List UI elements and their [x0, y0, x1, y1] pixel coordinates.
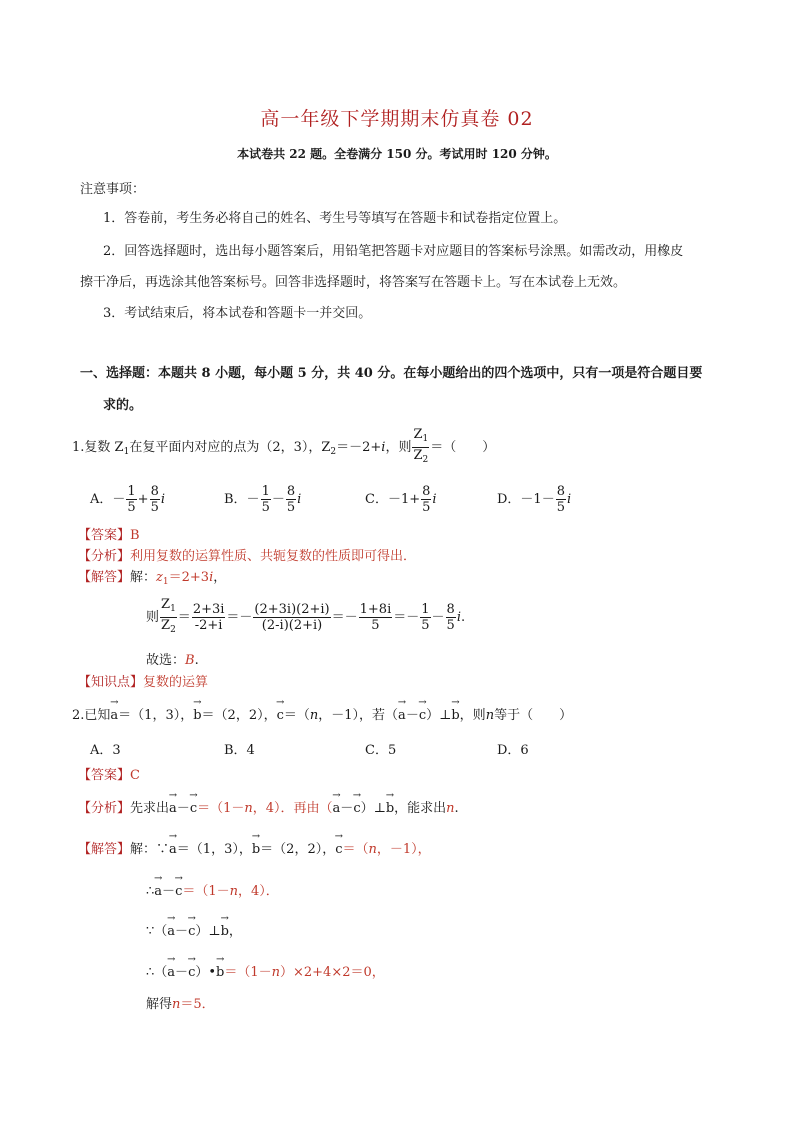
q2-answer: 【答案】C: [78, 768, 140, 783]
q1-option-b: B．－ $\frac{1}{5}$ － $\frac{8}{5}$ i: [224, 484, 302, 515]
page-title: 高一年级下学期期末仿真卷 02: [260, 108, 534, 130]
q2-stem: 2.已知→ a＝（1，3），→ b＝（2，2），→ c＝（n，－1），若（→ a－→ c）⊥→ b，则n等于（ ）: [72, 704, 572, 723]
notes-heading: 注意事项：: [80, 182, 146, 197]
section-heading: 一、选择题：本题共 8 小题，每小题 5 分，共 40 分。在每小题给出的四个选项中，只有一项是符合题目要: [80, 366, 703, 381]
q2-solution-line-3: ∵（→ a－→ c）⊥→ b，: [146, 920, 242, 939]
q2-option-a: A．3: [90, 743, 121, 758]
q1-solution-lead: 【解答】解：$z_1=2+3i$，: [78, 570, 227, 587]
q1-solution-equation: 则 $\frac{Z_1}{Z_2}$ ＝ $\frac{2+3i}{-2+i}$ ＝－ $\frac{(2+3i)(2+i)}{(2-i)(2+i)}$ ＝－ $\frac{1+8i}{5}$ ＝－ $\frac{1}{5}$ － $\frac{8}{5}$ i.: [146, 597, 466, 635]
q1-analysis: 【分析】利用复数的运算性质、共轭复数的性质即可得出．: [78, 549, 417, 564]
q2-solution-line-1: 【解答】解：∵→ a＝（1，3），→ b＝（2，2），→ c＝（n，－1），: [78, 838, 431, 857]
section-heading-cont: 求的。: [103, 398, 143, 413]
note-item: 2．回答选择题时，选出每小题答案后，用铅笔把答题卡对应题目的答案标号涂黑。如需改动，用橡皮: [103, 244, 684, 259]
q1-choose: 故选：B.: [146, 653, 199, 668]
q1-fraction: $\frac{Z_1}{Z_2}$: [413, 427, 429, 465]
note-item: 1．答卷前，考生务必将自己的姓名、考生号等填写在答题卡和试卷指定位置上。: [103, 211, 567, 226]
q1-knowledge-point: 【知识点】复数的运算: [78, 675, 209, 690]
q2-option-c: C．5: [365, 743, 397, 758]
q1-option-a: A．－ $\frac{1}{5}$ + $\frac{8}{5}$ i: [90, 484, 166, 515]
note-item: 擦干净后，再选涂其他答案标号。回答非选择题时，将答案写在答题卡上。写在本试卷上无效。: [80, 275, 627, 290]
q2-solution-line-4: ∴（→ a－→ c）•→ b＝（1－n）×2+4×2＝0，: [146, 961, 385, 980]
note-item: 3．考试结束后，将本试卷和答题卡一并交回。: [103, 306, 372, 321]
q2-analysis: 【分析】先求出→ a－→ c＝（1－n，4）．再由（→ a－→ c）⊥→ b，能求出n.: [78, 797, 459, 816]
q1-option-d: D．－1－ $\frac{8}{5}$ i: [497, 484, 572, 515]
q1-option-c: C．－1+ $\frac{8}{5}$ i: [365, 484, 437, 515]
q1-stem: 1.复数 $Z_1$在复平面内对应的点为（2，3），$Z_2=-2+i$，则 $\frac{Z_1}{Z_2}$ ＝（ ）: [72, 427, 495, 468]
q2-solution-line-2: ∴→ a－→ c＝（1－n，4）．: [146, 880, 279, 899]
q2-option-d: D．6: [497, 743, 529, 758]
exam-info: 本试卷共 22 题。全卷满分 150 分。考试用时 120 分钟。: [237, 147, 557, 161]
q1-answer: 【答案】B: [78, 528, 140, 543]
q2-solution-line-5: 解得n＝5．: [146, 997, 215, 1012]
q2-option-b: B．4: [224, 743, 255, 758]
